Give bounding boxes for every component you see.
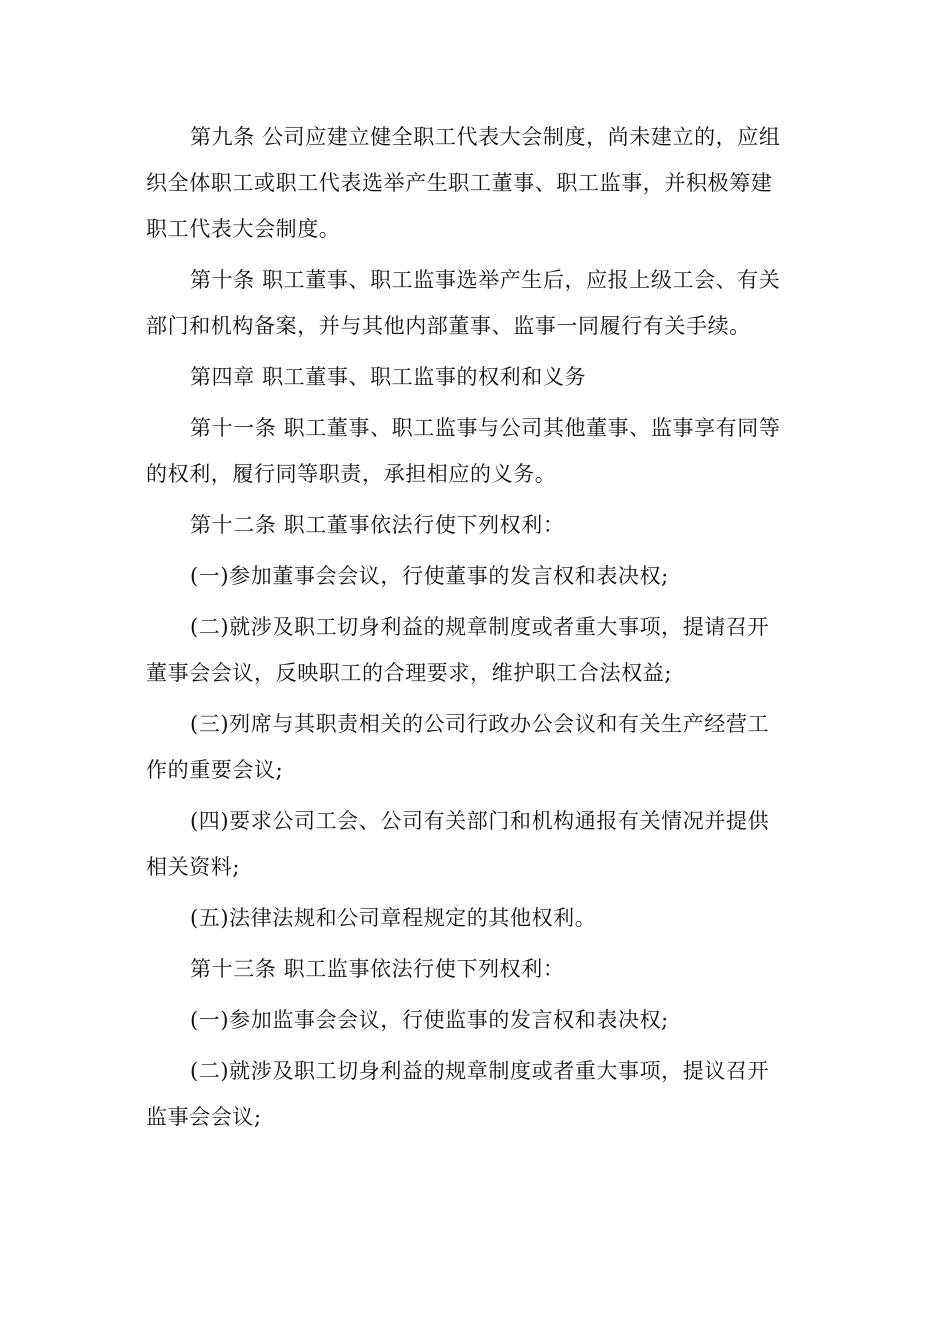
text-line: 第十条 职工董事、职工监事选举产生后，应报上级工会、有关	[190, 268, 781, 292]
text-line: 相关资料;	[146, 855, 241, 879]
list-item-12-4	[146, 798, 806, 890]
paragraph-article-13	[146, 946, 806, 992]
list-item-12-2	[146, 604, 806, 696]
text-line: 职工代表大会制度。	[146, 217, 341, 241]
text-line: (二)就涉及职工切身利益的规章制度或者重大事项，提议召开	[190, 1059, 770, 1083]
text-line: 董事会会议，反映职工的合理要求，维护职工合法权益;	[146, 661, 673, 685]
text-line: 织全体职工或职工代表选举产生职工董事、职工监事，并积极筹建	[146, 171, 773, 195]
text-line: 第四章 职工董事、职工监事的权利和义务	[190, 365, 587, 389]
paragraph-article-9	[146, 114, 806, 252]
text-line: 第十一条 职工董事、职工监事与公司其他董事、监事享有同等	[190, 416, 781, 440]
text-line: 的权利，履行同等职责，承担相应的义务。	[146, 462, 557, 486]
list-item-12-3	[146, 701, 806, 793]
text-line: (五)法律法规和公司章程规定的其他权利。	[190, 906, 597, 930]
text-line: (一)参加董事会会议，行使董事的发言权和表决权;	[190, 564, 669, 588]
list-item-13-1	[146, 997, 806, 1043]
text-line: (三)列席与其职责相关的公司行政办公会议和有关生产经营工	[190, 712, 770, 736]
text-line: (二)就涉及职工切身利益的规章制度或者重大事项，提请召开	[190, 615, 770, 639]
text-line: 监事会会议;	[146, 1105, 262, 1129]
list-item-12-1	[146, 553, 806, 599]
text-line: (四)要求公司工会、公司有关部门和机构通报有关情况并提供	[190, 809, 770, 833]
paragraph-article-10	[146, 257, 806, 349]
text-line: 第十二条 职工董事依法行使下列权利：	[190, 513, 565, 537]
text-line: 第九条 公司应建立健全职工代表大会制度，尚未建立的，应组	[190, 125, 781, 149]
text-line: (一)参加监事会会议，行使监事的发言权和表决权;	[190, 1008, 669, 1032]
document-body	[146, 114, 806, 1145]
text-line: 作的重要会议;	[146, 758, 284, 782]
paragraph-article-12	[146, 502, 806, 548]
text-line: 部门和机构备案，并与其他内部董事、监事一同履行有关手续。	[146, 314, 751, 338]
paragraph-article-11	[146, 405, 806, 497]
list-item-12-5	[146, 895, 806, 941]
list-item-13-2	[146, 1048, 806, 1140]
chapter-4-heading	[146, 354, 806, 400]
text-line: 第十三条 职工监事依法行使下列权利：	[190, 957, 565, 981]
